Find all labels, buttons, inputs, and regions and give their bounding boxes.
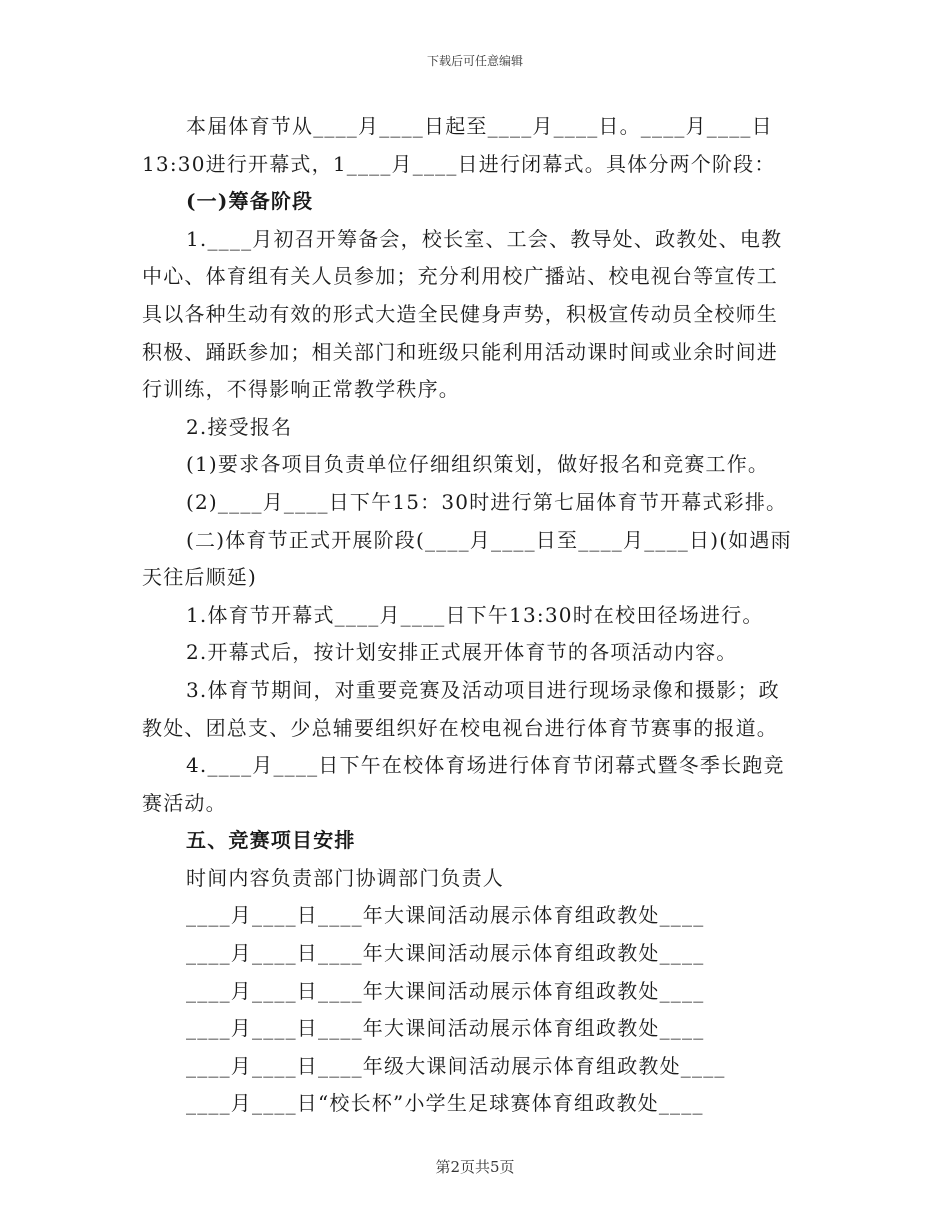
paragraph-line: 1.____月初召开筹备会，校长室、工会、教导处、政教处、电教 (186, 226, 783, 251)
paragraph-line: 本届体育节从____月____日起至____月____日。____月____日 (186, 114, 773, 138)
paragraph-line: 天往后顺延) (142, 565, 258, 590)
paragraph-line: (1)要求各项目负责单位仔细组织策划，做好报名和竞赛工作。 (186, 452, 770, 477)
schedule-row: ____月____日____年级大课间活动展示体育组政教处____ (186, 1053, 726, 1078)
page-footer: 第2页共5页 (435, 1158, 515, 1176)
paragraph-line: 行训练，不得影响正常教学秩序。 (142, 377, 460, 402)
paragraph-line: 13:30进行开幕式，1____月____日进行闭幕式。具体分两个阶段： (142, 151, 776, 176)
paragraph-line: (二)体育节正式开展阶段(____月____日至____月____日)(如遇雨 (186, 527, 792, 552)
schedule-row: ____月____日____年大课间活动展示体育组政教处____ (186, 903, 705, 928)
schedule-row: ____月____日“校长杯”小学生足球赛体育组政教处____ (186, 1091, 704, 1116)
paragraph-line: 4.____月____日下午在校体育场进行体育节闭幕式暨冬季长跑竞 (186, 753, 785, 778)
page-header: 下载后可任意编辑 (426, 54, 523, 68)
paragraph-line: 2.接受报名 (186, 414, 293, 439)
paragraph-line: 1.体育节开幕式____月____日下午13:30时在校田径场进行。 (186, 602, 764, 627)
paragraph-line: 积极、踊跃参加；相关部门和班级只能利用活动课时间或业余时间进 (142, 339, 778, 364)
document-body (142, 108, 792, 1123)
schedule-row: ____月____日____年大课间活动展示体育组政教处____ (186, 941, 705, 966)
schedule-row: ____月____日____年大课间活动展示体育组政教处____ (186, 978, 705, 1003)
paragraph-line: 3.体育节期间，对重要竞赛及活动项目进行现场录像和摄影；政 (186, 677, 780, 702)
paragraph-line: 2.开幕式后，按计划安排正式展开体育节的各项活动内容。 (186, 640, 738, 665)
paragraph-line: 中心、体育组有关人员参加；充分利用校广播站、校电视台等宣传工 (142, 264, 778, 289)
schedule-row: ____月____日____年大课间活动展示体育组政教处____ (186, 1016, 705, 1041)
paragraph-line: 教处、团总支、少总辅要组织好在校电视台进行体育节赛事的报道。 (142, 715, 778, 740)
paragraph-line: 赛活动。 (142, 790, 227, 815)
paragraph-line: (2)____月____日下午15：30时进行第七届体育节开幕式彩排。 (186, 489, 788, 514)
section-heading: 五、竞赛项目安排 (186, 828, 356, 853)
table-header-line: 时间内容负责部门协调部门负责人 (186, 865, 504, 890)
section-heading: (一)筹备阶段 (186, 189, 314, 214)
paragraph-line: 具以各种生动有效的形式大造全民健身声势，积极宣传动员全校师生 (142, 301, 778, 326)
